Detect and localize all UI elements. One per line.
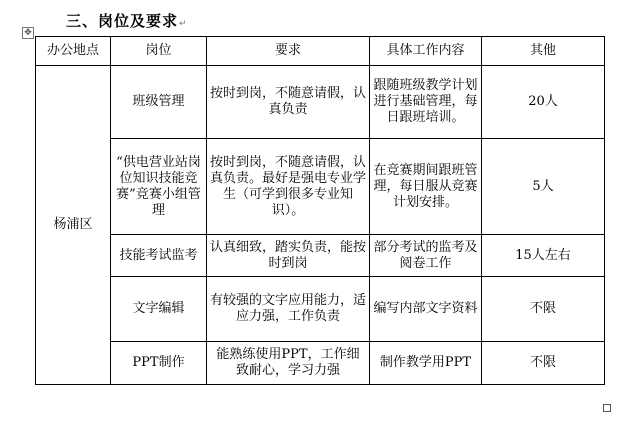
table-row bbox=[36, 277, 605, 342]
header-office: 办公地点 bbox=[36, 37, 111, 66]
table-row bbox=[36, 235, 605, 277]
table-move-handle-icon[interactable]: ✥ bbox=[22, 27, 34, 39]
header-other: 其他 bbox=[482, 37, 605, 66]
table-row bbox=[36, 342, 605, 385]
post-requirements-table bbox=[35, 36, 605, 385]
header-work: 具体工作内容 bbox=[370, 37, 482, 66]
other-cell: 不限 bbox=[482, 342, 605, 385]
table-resize-handle[interactable] bbox=[603, 404, 611, 412]
table-row bbox=[36, 139, 605, 235]
requirement-cell: 认真细致，踏实负责，能按时到岗 bbox=[207, 235, 370, 277]
post-cell: 班级管理 bbox=[111, 66, 207, 139]
work-cell: 部分考试的监考及阅卷工作 bbox=[370, 235, 482, 277]
office-location-cell: 杨浦区 bbox=[36, 66, 111, 385]
post-cell: PPT制作 bbox=[111, 342, 207, 385]
requirement-cell: 有较强的文字应用能力，适应力强，工作负责 bbox=[207, 277, 370, 342]
requirement-cell: 能熟练使用PPT，工作细致耐心，学习力强 bbox=[207, 342, 370, 385]
section-heading bbox=[66, 10, 188, 31]
requirement-cell: 按时到岗，不随意请假，认真负责 bbox=[207, 66, 370, 139]
work-cell: 在竞赛期间跟班管理，每日服从竞赛计划安排。 bbox=[370, 139, 482, 235]
header-requirement: 要求 bbox=[207, 37, 370, 66]
other-cell: 20人 bbox=[482, 66, 605, 139]
paragraph-mark: ↵ bbox=[179, 19, 188, 29]
other-cell: 15人左右 bbox=[482, 235, 605, 277]
section-heading-text: 三、岗位及要求 bbox=[66, 12, 179, 30]
header-post: 岗位 bbox=[111, 37, 207, 66]
other-cell: 5人 bbox=[482, 139, 605, 235]
other-cell: 不限 bbox=[482, 277, 605, 342]
requirement-cell: 按时到岗，不随意请假，认真负责。最好是强电专业学生（可学到很多专业知识）。 bbox=[207, 139, 370, 235]
post-cell: 文字编辑 bbox=[111, 277, 207, 342]
table-header-row bbox=[36, 37, 605, 66]
table-row bbox=[36, 66, 605, 139]
work-cell: 跟随班级教学计划进行基础管理，每日跟班培训。 bbox=[370, 66, 482, 139]
post-cell: 技能考试监考 bbox=[111, 235, 207, 277]
post-cell: “供电营业站岗位知识技能竞赛”竞赛小组管理 bbox=[111, 139, 207, 235]
work-cell: 制作教学用PPT bbox=[370, 342, 482, 385]
work-cell: 编写内部文字资料 bbox=[370, 277, 482, 342]
